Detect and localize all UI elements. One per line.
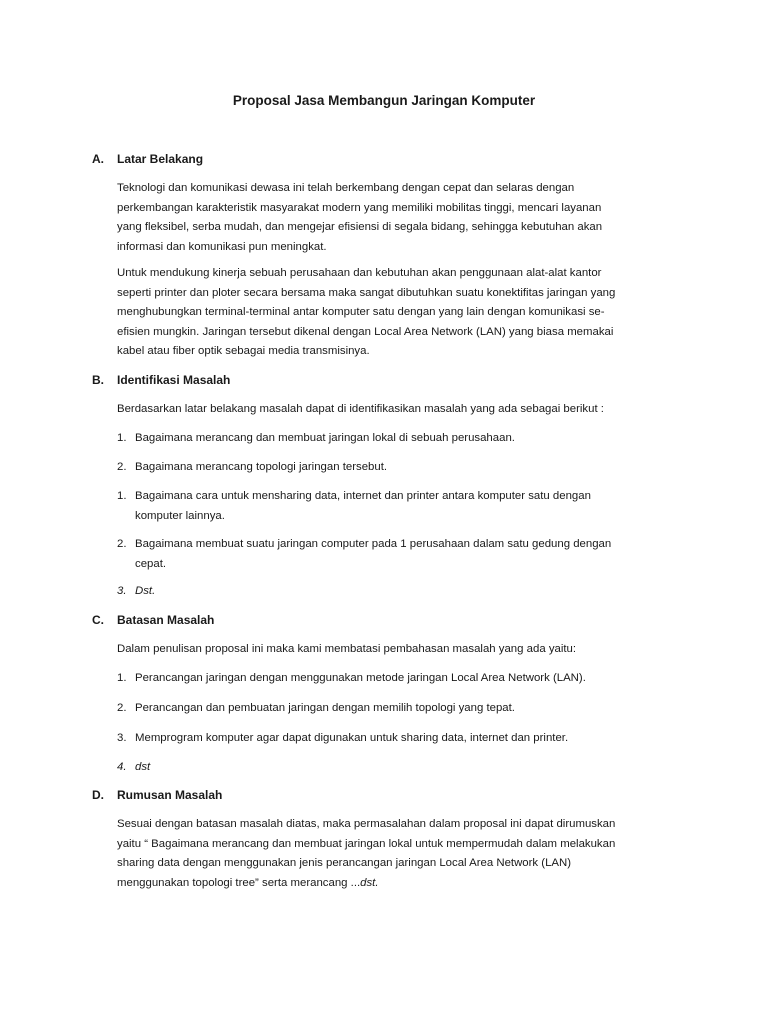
section-intro: Dalam penulisan proposal ini maka kami membatasi pembahasan masalah yang ada yaitu: [117,643,577,655]
text-line: menghubungkan terminal-terminal antar komputer satu dengan yang lain dengan komunikasi se- [117,306,605,319]
section-letter: D. [92,788,104,802]
list-text: Perancangan jaringan dengan menggunakan metode jaringan Local Area Network (LAN). [135,672,586,684]
text-line: informasi dan komunikasi pun meningkat. [117,240,327,253]
text-line: Sesuai dengan batasan masalah diatas, maka permasalahan dalam proposal ini dapat dirumuskan [117,818,616,830]
list-item [117,729,677,749]
text-line: perkembangan karakteristik masyarakat modern yang memiliki mobilitas tinggi, mencari layanan [117,201,602,214]
list-item [117,582,677,602]
paragraph [117,815,677,893]
list-item [117,535,677,574]
section-intro: Berdasarkan latar belakang masalah dapat di identifikasikan masalah yang ada sebagai berikut : [117,403,604,415]
paragraph [117,179,677,257]
list-number: 1. [117,432,127,444]
section-heading-latar-belakang [92,152,203,166]
text-line: efisien mungkin. Jaringan tersebut dikenal dengan Local Area Network (LAN) yang biasa memakai [117,325,614,338]
list-text: Perancangan dan pembuatan jaringan dengan memilih topologi yang tepat. [135,702,515,714]
list-number: 2. [117,538,127,550]
list-number: 3. [117,732,127,744]
text-line: seperti printer dan ploter secara bersama maka sangat dibutuhkan suatu konektifitas jaringan yang [117,286,616,299]
list-number: 3. [117,585,127,597]
text-line: yaitu “ Bagaimana merancang dan membuat jaringan lokal untuk mempermudah dalam melakukan [117,837,616,850]
list-number: 2. [117,461,127,473]
text-fragment: menggunakan topologi tree” serta merancang ... [117,876,361,889]
section-title: Latar Belakang [117,152,204,166]
list-text: dst [135,761,151,773]
list-text: Memprogram komputer agar dapat digunakan untuk sharing data, internet dan printer. [135,732,569,744]
section-heading-identifikasi-masalah [92,373,230,387]
list-item [117,758,677,778]
section-letter: B. [92,373,104,387]
text-line: sharing data dengan menggunakan jenis perancangan jaringan Local Area Network (LAN) [117,857,572,870]
list-number: 2. [117,702,127,714]
italic-fragment: dst. [360,876,379,889]
text-line: Untuk mendukung kinerja sebuah perusahaan dan kebutuhan akan penggunaan alat-alat kantor [117,267,602,279]
list-item [117,699,677,719]
list-text: cepat. [135,557,167,570]
list-number: 1. [117,672,127,684]
text-line [117,874,677,894]
section-title: Identifikasi Masalah [117,373,231,387]
section-title: Batasan Masalah [117,613,215,627]
section-heading-rumusan-masalah [92,788,222,802]
section-title: Rumusan Masalah [117,788,223,802]
text-line: kabel atau fiber optik sebagai media transmisinya. [117,345,370,358]
list-text: Bagaimana cara untuk mensharing data, internet dan printer antara komputer satu dengan [135,490,591,502]
text-line: Teknologi dan komunikasi dewasa ini telah berkembang dengan cepat dan selaras dengan [117,182,575,194]
section-heading-batasan-masalah [92,613,214,627]
list-text: Dst. [135,585,156,597]
list-number: 1. [117,490,127,502]
document-title: Proposal Jasa Membangun Jaringan Komputer [232,93,536,108]
section-letter: A. [92,152,104,166]
list-item [117,669,677,689]
text-line: yang fleksibel, serba mudah, dan mengejar efisiensi di segala bidang, sehingga kebutuhan akan [117,221,603,234]
list-number: 4. [117,761,127,773]
paragraph [117,264,677,362]
list-item [117,458,677,478]
list-item [117,429,677,449]
list-text: Bagaimana membuat suatu jaringan computer pada 1 perusahaan dalam satu gedung dengan [135,538,612,550]
list-text: Bagaimana merancang dan membuat jaringan lokal di sebuah perusahaan. [135,432,515,444]
list-text: komputer lainnya. [135,509,225,522]
section-letter: C. [92,613,104,627]
list-text: Bagaimana merancang topologi jaringan tersebut. [135,461,388,473]
list-item [117,487,677,526]
